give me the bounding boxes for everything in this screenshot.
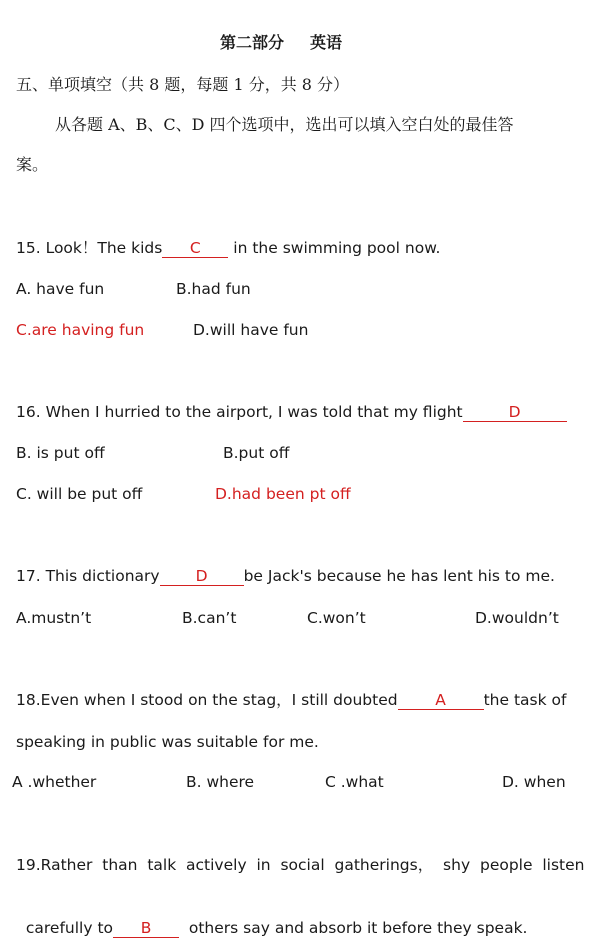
- question-16-option-a: B. is put off: [16, 444, 105, 462]
- subject-label: 英语: [310, 33, 343, 52]
- question-18-stem: [16, 689, 566, 711]
- question-18-option-a: A .whether: [12, 773, 97, 791]
- question-16-answer-blank: D: [463, 403, 567, 422]
- question-17-option-a: A.mustn’t: [16, 609, 92, 627]
- question-19-stem: 19.Rather than talk actively in social gatherings， shy people listen: [16, 856, 585, 874]
- question-15-stem: [16, 237, 440, 259]
- question-17-option-c: C.won’t: [307, 609, 366, 627]
- question-17-answer-blank: D: [160, 567, 244, 586]
- question-16-stem: [16, 401, 567, 423]
- question-15-answer-blank: C: [162, 239, 228, 258]
- question-16-text-a: 16. When I hurried to the airport, I was told that my flight: [16, 403, 463, 421]
- question-17-text-b: be Jack's because he has lent his to me.: [243, 567, 555, 585]
- question-19-stem-continued: [16, 895, 527, 939]
- question-16-option-d: D.had been pt off: [215, 485, 351, 503]
- question-15-option-a: A. have fun: [16, 280, 105, 298]
- instruction-line-1: 从各题 A、B、C、D 四个选项中，选出可以填入空白处的最佳答: [55, 115, 514, 134]
- question-18-text-b: the task of: [483, 691, 567, 709]
- question-15-option-d: D.will have fun: [193, 321, 309, 339]
- question-17-option-d: D.wouldn’t: [475, 609, 559, 627]
- question-15-option-c: C.are having fun: [16, 321, 145, 339]
- question-18-answer-blank: A: [398, 691, 484, 710]
- part-label: 第二部分: [220, 33, 285, 52]
- question-15-option-b: B.had fun: [176, 280, 251, 298]
- question-18-option-b: B. where: [186, 773, 255, 791]
- part-title: [220, 32, 342, 54]
- question-19-text-b: carefully to: [25, 919, 114, 937]
- question-16-option-c: C. will be put off: [16, 485, 143, 503]
- question-19-text-c: others say and absorb it before they speak.: [179, 919, 528, 937]
- question-16-option-b: B.put off: [223, 444, 290, 462]
- question-18-stem-continued: speaking in public was suitable for me.: [16, 733, 319, 751]
- question-17-option-b: B.can’t: [182, 609, 237, 627]
- question-18-option-c: C .what: [325, 773, 384, 791]
- section-heading: 五、单项填空（共 8 题，每题 1 分，共 8 分）: [16, 75, 350, 94]
- question-18-option-d: D. when: [502, 773, 566, 791]
- question-17-text-a: 17. This dictionary: [16, 567, 160, 585]
- instruction-line-2: 案。: [16, 155, 49, 174]
- question-17-stem: [16, 565, 555, 587]
- question-15-text-a: 15. Look！The kids: [16, 239, 163, 257]
- question-18-text-a: 18.Even when I stood on the stag，I still doubted: [16, 691, 398, 709]
- question-19-answer-blank: B: [113, 919, 179, 938]
- question-15-text-b: in the swimming pool now.: [228, 239, 441, 257]
